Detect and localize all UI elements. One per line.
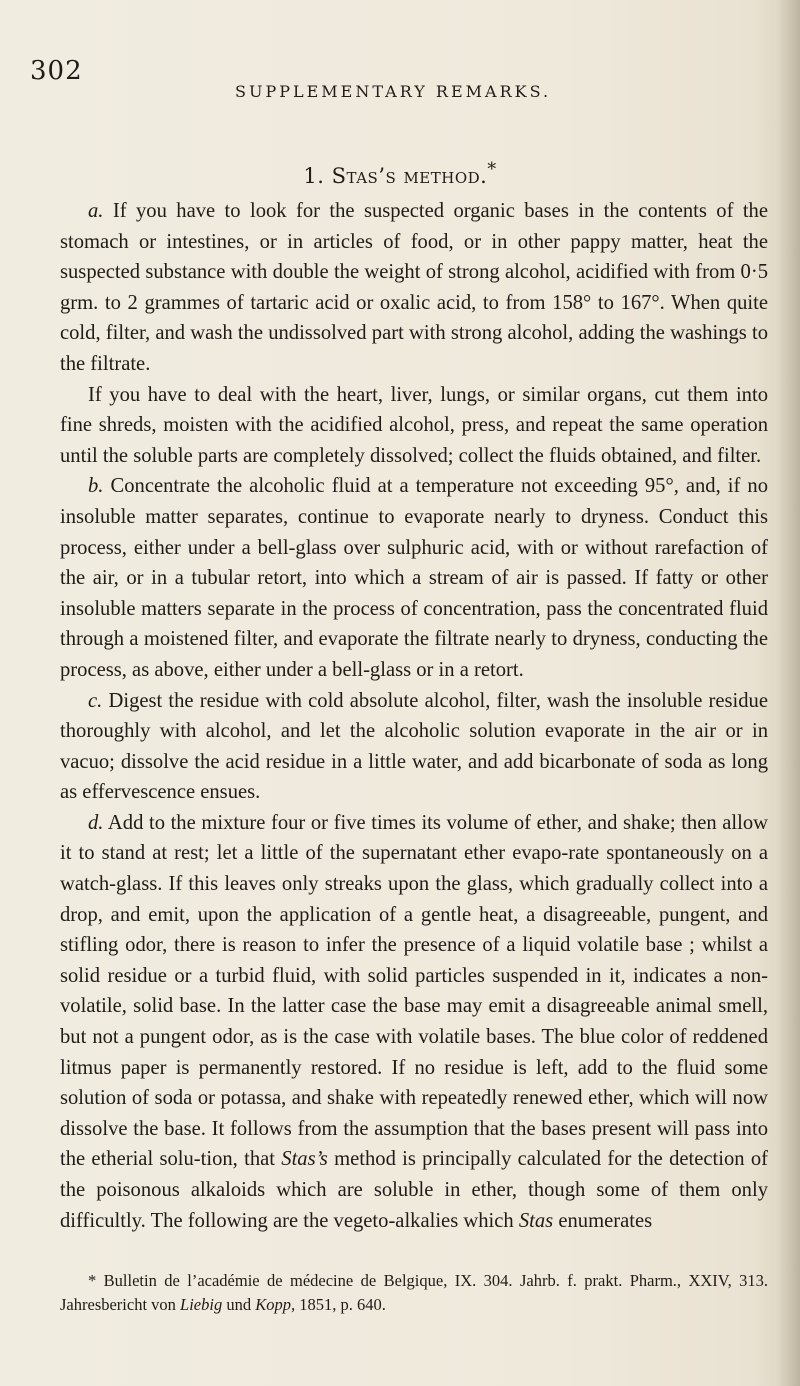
paragraph-label-a: a. — [88, 200, 104, 222]
paragraph-a-continued — [60, 380, 768, 472]
running-head: SUPPLEMENTARY REMARKS. — [235, 82, 552, 101]
paragraph-label-b: b. — [88, 475, 104, 498]
section-footnote-mark: * — [487, 160, 497, 180]
paragraph-label-d: d. — [88, 811, 104, 834]
paragraph-d — [60, 808, 768, 1236]
paragraph-b-text: Concentrate the alcoholic fluid at a temperature not exceeding 95°, and, if no insoluble matter separates, continue to evaporate nearly to dryness. Conduct this process, either under a bell-glass over sulphuric acid, with or without rarefaction of the air, or in a tubular retort, into which a stream of air is passed. If fatty or other insoluble matters separate in the process of concentration, pass the concentrated fluid through a moistened filter, and evaporate the filtrate nearly to dryness, conducting the process, as above, either under a bell-glass or in a retort. — [60, 475, 768, 681]
page-number: 302 — [30, 56, 83, 86]
paragraph-d-text-2: method is principally calculated for the detection of the poisonous alkaloids which are soluble in ether, though some of them only difficultly. The following are the vegeto-alkalies which — [60, 1148, 768, 1232]
paragraph-c-text: Digest the residue with cold absolute alcohol, filter, wash the insoluble residue thoroughly with alcohol, and let the alcoholic solution evaporate in the air or in vacuo; dissolve the acid residue in a little water, and add bicarbonate of soda as long as effervescence ensues. — [60, 689, 768, 804]
paragraph-d-text-1: Add to the mixture four or five times its volume of ether, and shake; then allow it to stand at rest; let a little of the supernatant ether evapo-rate spontaneously on a watch-glass. If this leaves only streaks upon the glass, which gradually collect into a drop, and emit, upon the application of a gentle heat, a disagreeable, pungent, and stifling odor, there is reason to infer the presence of a liquid volatile base ; whilst a solid residue or a turbid fluid, with solid particles suspended in it, indicates a non-volatile, solid base. In the latter case the base may emit a disagreeable animal smell, but not a pungent odor, as is the case with volatile bases. The blue color of reddened litmus paper is permanently restored. If no residue is left, add to the fluid some solution of soda or potassa, and shake with repeatedly renewed ether, which will now dissolve the base. It follows from the assumption that the bases present will pass into the etherial solu-tion, that — [60, 811, 768, 1171]
paragraph-a-text: If you have to look for the suspected organic bases in the contents of the stomach or intestines, or in articles of food, or in other pappy matter, heat the suspected substance with double the weight of strong alcohol, acidified with from 0·5 grm. to 2 grammes of tartaric acid or oxalic acid, to from 158° to 167°. When quite cold, filter, and wash the undissolved part with strong alcohol, adding the washings to the filtrate. — [60, 200, 768, 375]
footnote-kopp: Kopp, — [255, 1295, 296, 1314]
page-header — [30, 56, 770, 108]
section-number: 1. — [303, 164, 325, 188]
stas-name: Stas — [518, 1209, 554, 1232]
paragraph-a — [60, 196, 768, 380]
paragraph-c — [60, 686, 768, 808]
footnote-text-2: 1851, p. 640. — [299, 1295, 386, 1314]
paragraph-d-text-3: enumerates — [558, 1209, 653, 1232]
paragraph-label-c: c. — [88, 689, 103, 712]
paragraph-a2-text: If you have to deal with the heart, liver, lungs, or similar organs, cut them into fine shreds, moisten with the acidified alcohol, press, and repeat the same operation until the soluble parts are completely dissolved; collect the fluids obtained, and filter. — [60, 383, 768, 467]
body-text — [60, 196, 768, 1236]
footnote-und: und — [226, 1295, 252, 1314]
footnote-text-1: Bulletin de l’académie de médecine de Belgique, IX. 304. Jahrb. f. prakt. Pharm., XXIV, 313. Jahresbericht von — [60, 1271, 769, 1314]
section-title — [0, 160, 800, 188]
paragraph-b — [60, 471, 768, 685]
page-edge-shadow — [778, 0, 800, 1386]
footnote-liebig: Liebig — [180, 1295, 223, 1314]
footnote — [60, 1269, 768, 1317]
footnote-mark: * — [88, 1271, 97, 1290]
stas-possessive: Stas’s — [281, 1148, 328, 1171]
section-title-text: Stas’s method. — [331, 164, 488, 188]
